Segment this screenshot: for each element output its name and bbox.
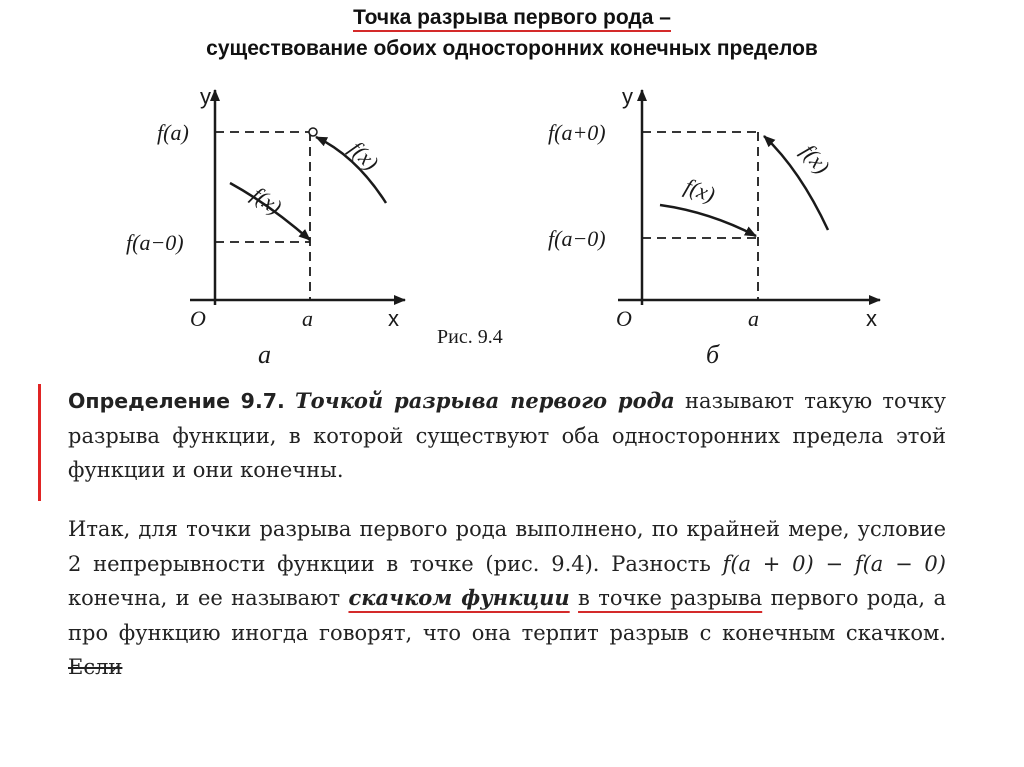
graph-a-right-curve-label: f(x) bbox=[344, 135, 384, 176]
definition-paragraph bbox=[68, 384, 946, 488]
page-title-line1-text: Точка разрыва первого рода – bbox=[353, 6, 671, 32]
definition-highlight-bar bbox=[38, 384, 41, 501]
graph-a-sublabel: а bbox=[258, 340, 271, 369]
graph-b-origin-label: O bbox=[616, 306, 632, 331]
graph-a-x-label: x bbox=[388, 306, 399, 331]
graph-b-right-curve-label: f(x) bbox=[796, 139, 835, 179]
explanation-text-1: Итак, для точки разрыва первого рода выполнено, по крайней мере, условие 2 непрерывности функции в точке (рис. 9.4). Разность bbox=[68, 517, 946, 576]
graph-b bbox=[548, 84, 880, 331]
graph-a-left-curve-label: f(x) bbox=[247, 181, 287, 220]
struck-word: Если bbox=[68, 655, 123, 679]
graph-b-sublabel: б bbox=[706, 340, 720, 369]
graph-a-hollow-point bbox=[309, 128, 317, 136]
definition-heading: Определение 9.7. bbox=[68, 389, 285, 413]
figure-caption: Рис. 9.4 bbox=[437, 326, 503, 348]
graph-a-y-label: y bbox=[200, 84, 211, 109]
graph-b-y-label: y bbox=[622, 84, 633, 109]
graph-b-left-curve-label: f(x) bbox=[681, 173, 719, 208]
graph-b-left-curve bbox=[660, 205, 756, 236]
graph-b-x-label: x bbox=[866, 306, 877, 331]
graph-b-fa-minus-label: f(a−0) bbox=[548, 226, 606, 251]
definition-term: Точкой разрыва первого рода bbox=[295, 388, 675, 413]
explanation-text-3: в точке разрыва bbox=[578, 586, 763, 610]
definition-text: называют такую точку разрыва функции, в которой существуют оба односторонних предела этой функции и они конечны. bbox=[68, 389, 946, 482]
explanation-text-4: первого рода, а про функцию иногда говорят, что она терпит разрыв с конечным скачком. bbox=[68, 586, 946, 645]
graph-b-point-a-label: a bbox=[748, 306, 759, 331]
graph-a-origin-label: O bbox=[190, 306, 206, 331]
graph-a-point-a-label: a bbox=[302, 306, 313, 331]
graph-a-fa-minus-label: f(a−0) bbox=[126, 230, 184, 255]
graph-a-fa-label: f(a) bbox=[157, 120, 189, 145]
explanation-paragraph bbox=[68, 512, 946, 685]
jump-term: скачком функции bbox=[348, 585, 570, 610]
page-title-line2: существование обоих односторонних конечных пределов bbox=[206, 37, 818, 60]
jump-formula: f(a + 0) − f(a − 0) bbox=[722, 551, 946, 576]
graph-a bbox=[126, 84, 405, 331]
explanation-text-2: конечна, и ее называют bbox=[68, 586, 341, 610]
graph-b-fa-plus-label: f(a+0) bbox=[548, 120, 606, 145]
